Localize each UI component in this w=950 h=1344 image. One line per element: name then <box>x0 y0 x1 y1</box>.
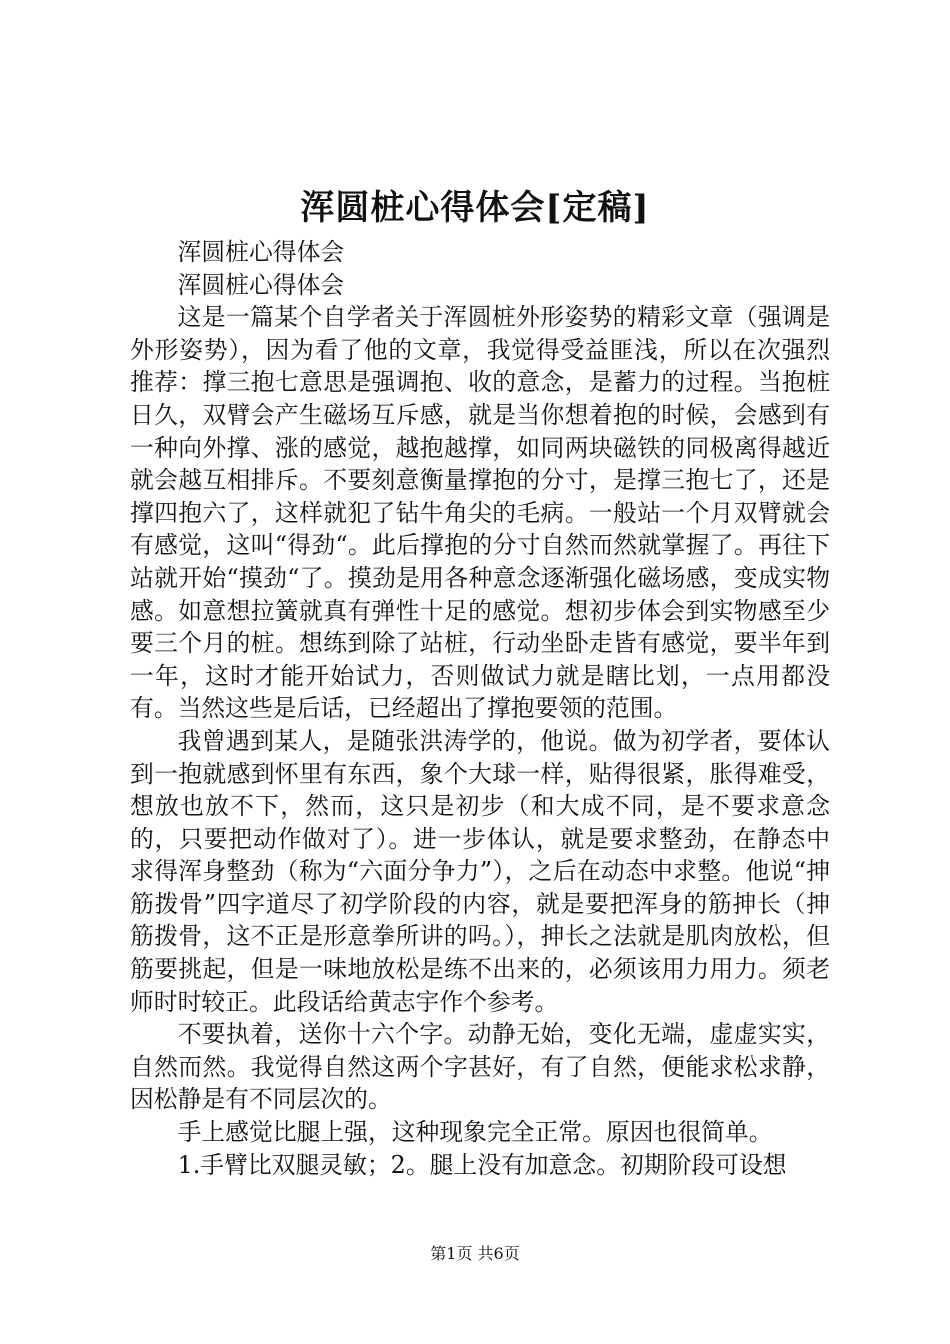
page-footer: 第1页 共6页 <box>430 1244 520 1263</box>
paragraph: 我曾遇到某人，是随张洪涛学的，他说。做为初学者，要体认到一抱就感到怀里有东西，象个大球一样，贴得很紧，胀得难受，想放也放不下，然而，这只是初步（和大成不同，是不要求意念的，只要把动作做对了）。进一步体认，就是要求整劲，在静态中求得浑身整劲（称为“六面分争力”），之后在动态中求整。他说“抻筋拨骨”四字道尽了初学阶段的内容，就是要把浑身的筋抻长（抻筋拨骨，这不正是形意拳所讲的吗。），抻长之法就是肌肉放松，但筋要挑起，但是一味地放松是练不出来的，必须该用力用力。须老师时时较正。此段话给黄志宇作个参考。 <box>130 726 830 1016</box>
document-body <box>130 236 830 1181</box>
document-title: 浑圆桩心得体会[定稿] <box>300 188 650 228</box>
paragraph-heading-1: 浑圆桩心得体会 <box>177 238 345 266</box>
paragraph: 1.手臂比双腿灵敏；2。腿上没有加意念。初期阶段可设想 <box>177 1150 787 1179</box>
paragraph: 不要执着，送你十六个字。动静无始，变化无端，虚虚实实，自然而然。我觉得自然这两个字甚好，有了自然，便能求松求静，因松静是有不同层次的。 <box>130 1020 830 1114</box>
paragraph-heading-2: 浑圆桩心得体会 <box>177 270 345 299</box>
paragraph: 这是一篇某个自学者关于浑圆桩外形姿势的精彩文章（强调是外形姿势），因为看了他的文章，我觉得受益匪浅，所以在次强烈推荐：撑三抱七意思是强调抱、收的意念，是蓄力的过程。当抱桩日久，双臂会产生磁场互斥感，就是当你想着抱的时候，会感到有一种向外撑、涨的感觉，越抱越撑，如同两块磁铁的同极离得越近就会越互相排斥。不要刻意衡量撑抱的分寸，是撑三抱七了，还是撑四抱六了，这样就犯了钻牛角尖的毛病。一般站一个月双臂就会有感觉，这叫“得劲“。此后撑抱的分寸自然而然就掌握了。再往下站就开始“摸劲“了。摸劲是用各种意念逐渐强化磁场感，变成实物感。如意想拉簧就真有弹性十足的感觉。想初步体会到实物感至少要三个月的桩。想练到除了站桩，行动坐卧走皆有感觉，要半年到一年，这时才能开始试力，否则做试力就是瞎比划，一点用都没有。当然这些是后话，已经超出了撑抱要领的范围。 <box>130 303 830 723</box>
paragraph: 手上感觉比腿上强，这种现象完全正常。原因也很简单。 <box>177 1118 773 1147</box>
